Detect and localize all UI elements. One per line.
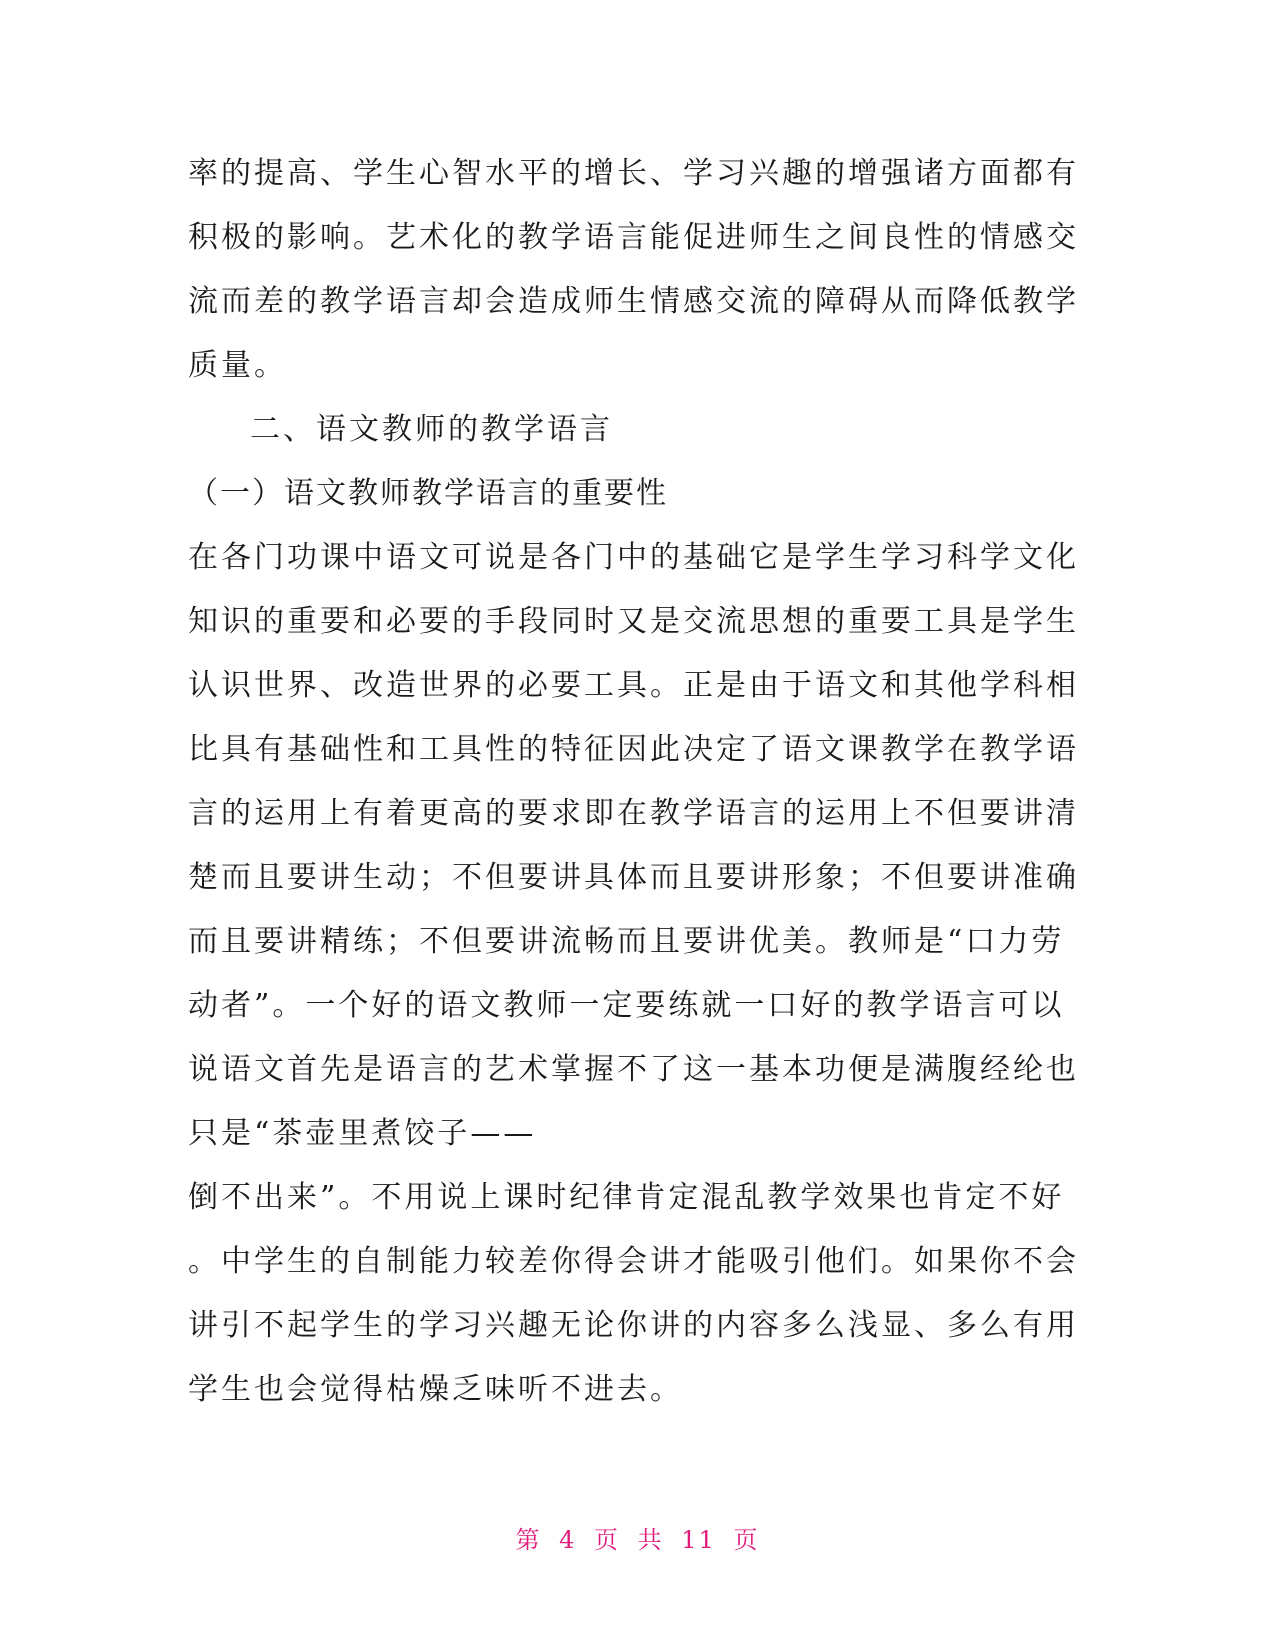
paragraph-line: 率的提高、学生心智水平的增长、学习兴趣的增强诸方面都有 xyxy=(188,156,1079,191)
paragraph-line: 楚而且要讲生动；不但要讲具体而且要讲形象；不但要讲准确 xyxy=(188,860,1079,895)
paragraph-line: 而且要讲精练；不但要讲流畅而且要讲优美。教师是“口力劳 xyxy=(188,924,1065,959)
body-text xyxy=(188,142,1088,1422)
subsection-heading: （一）语文教师教学语言的重要性 xyxy=(188,476,668,511)
paragraph-line: 认识世界、改造世界的必要工具。正是由于语文和其他学科相 xyxy=(188,668,1079,703)
paragraph-line: 在各门功课中语文可说是各门中的基础它是学生学习科学文化 xyxy=(188,540,1079,575)
paragraph-line: 倒不出来”。不用说上课时纪律肯定混乱教学效果也肯定不好 xyxy=(188,1180,1065,1215)
paragraph-line: 质量。 xyxy=(188,348,287,383)
paragraph-line: 知识的重要和必要的手段同时又是交流思想的重要工具是学生 xyxy=(188,604,1079,639)
section-heading: 二、语文教师的教学语言 xyxy=(250,412,613,447)
paragraph-line: 。中学生的自制能力较差你得会讲才能吸引他们。如果你不会 xyxy=(188,1244,1079,1279)
paragraph-line: 流而差的教学语言却会造成师生情感交流的障碍从而降低教学 xyxy=(188,284,1079,319)
paragraph-line: 说语文首先是语言的艺术掌握不了这一基本功便是满腹经纶也 xyxy=(188,1052,1079,1087)
paragraph-line: 积极的影响。艺术化的教学语言能促进师生之间良性的情感交 xyxy=(188,220,1079,255)
paragraph-line: 动者”。一个好的语文教师一定要练就一口好的教学语言可以 xyxy=(188,988,1065,1023)
paragraph-line: 只是“茶壶里煮饺子—— xyxy=(188,1116,537,1151)
paragraph-line: 学生也会觉得枯燥乏味听不进去。 xyxy=(188,1372,683,1407)
paragraph-line: 言的运用上有着更高的要求即在教学语言的运用上不但要讲清 xyxy=(188,796,1079,831)
paragraph-line: 讲引不起学生的学习兴趣无论你讲的内容多么浅显、多么有用 xyxy=(188,1308,1079,1343)
paragraph-line: 比具有基础性和工具性的特征因此决定了语文课教学在教学语 xyxy=(188,732,1079,767)
page-number-footer: 第 4 页 共 11 页 xyxy=(515,1526,760,1554)
